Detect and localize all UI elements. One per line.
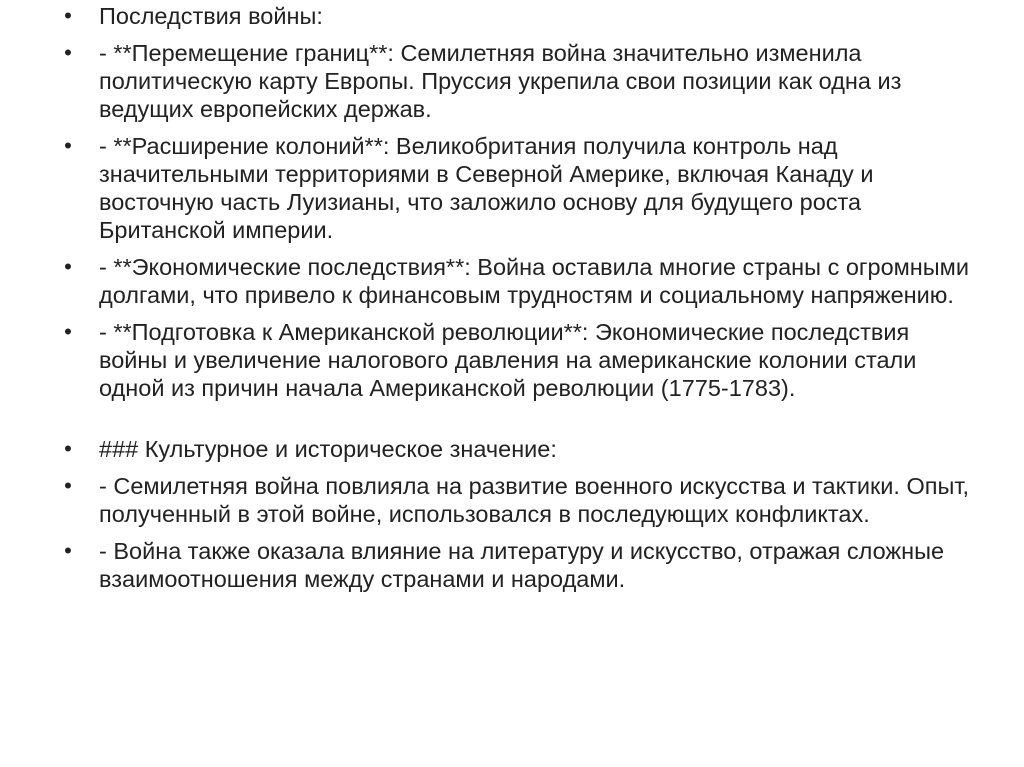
bullet-text: - **Экономические последствия**: Война оставила многие страны с огромными долгами, что привело к финансовым трудностям и социальному напряжению. bbox=[99, 254, 969, 308]
bullet-dot-icon: • bbox=[64, 436, 72, 461]
bullet-dot-icon: • bbox=[64, 473, 72, 498]
bullet-item-military-art bbox=[0, 472, 1024, 528]
bullet-dot-icon: • bbox=[64, 133, 72, 158]
bullet-dot-icon: • bbox=[64, 319, 72, 344]
bullet-text: - **Расширение колоний**: Великобритания получила контроль над значительными территориями в Северной Америке, включая Канаду и восточную часть Луизианы, что заложило основу для будущего роста Британской империи. bbox=[99, 133, 874, 243]
bullet-text: ### Культурное и историческое значение: bbox=[99, 436, 557, 462]
bullet-dot-icon: • bbox=[64, 538, 72, 563]
bullet-list bbox=[0, 2, 1024, 593]
bullet-text: - Война также оказала влияние на литературу и искусство, отражая сложные взаимоотношения между странами и народами. bbox=[99, 538, 945, 592]
bullet-item-consequences-heading bbox=[0, 2, 1024, 30]
bullet-item-cultural-heading bbox=[0, 435, 1024, 463]
bullet-item-borders bbox=[0, 39, 1024, 123]
bullet-dot-icon: • bbox=[64, 3, 72, 28]
bullet-text: - Семилетняя война повлияла на развитие военного искусства и тактики. Опыт, полученный в этой войне, использовался в последующих конфликтах. bbox=[99, 473, 970, 527]
bullet-item-american-revolution bbox=[0, 318, 1024, 402]
bullet-item-economic bbox=[0, 253, 1024, 309]
bullet-text: - **Подготовка к Американской революции**: Экономические последствия войны и увеличение налогового давления на американские колонии стали одной из причин начала Американской революции (1775-1783). bbox=[99, 319, 917, 401]
bullet-text: Последствия войны: bbox=[99, 3, 323, 29]
bullet-dot-icon: • bbox=[64, 40, 72, 65]
bullet-dot-icon: • bbox=[64, 254, 72, 279]
bullet-item-literature bbox=[0, 537, 1024, 593]
bullet-text: - **Перемещение границ**: Семилетняя война значительно изменила политическую карту Европы. Пруссия укрепила свои позиции как одна из ведущих европейских держав. bbox=[99, 40, 902, 122]
bullet-item-colonies bbox=[0, 132, 1024, 244]
